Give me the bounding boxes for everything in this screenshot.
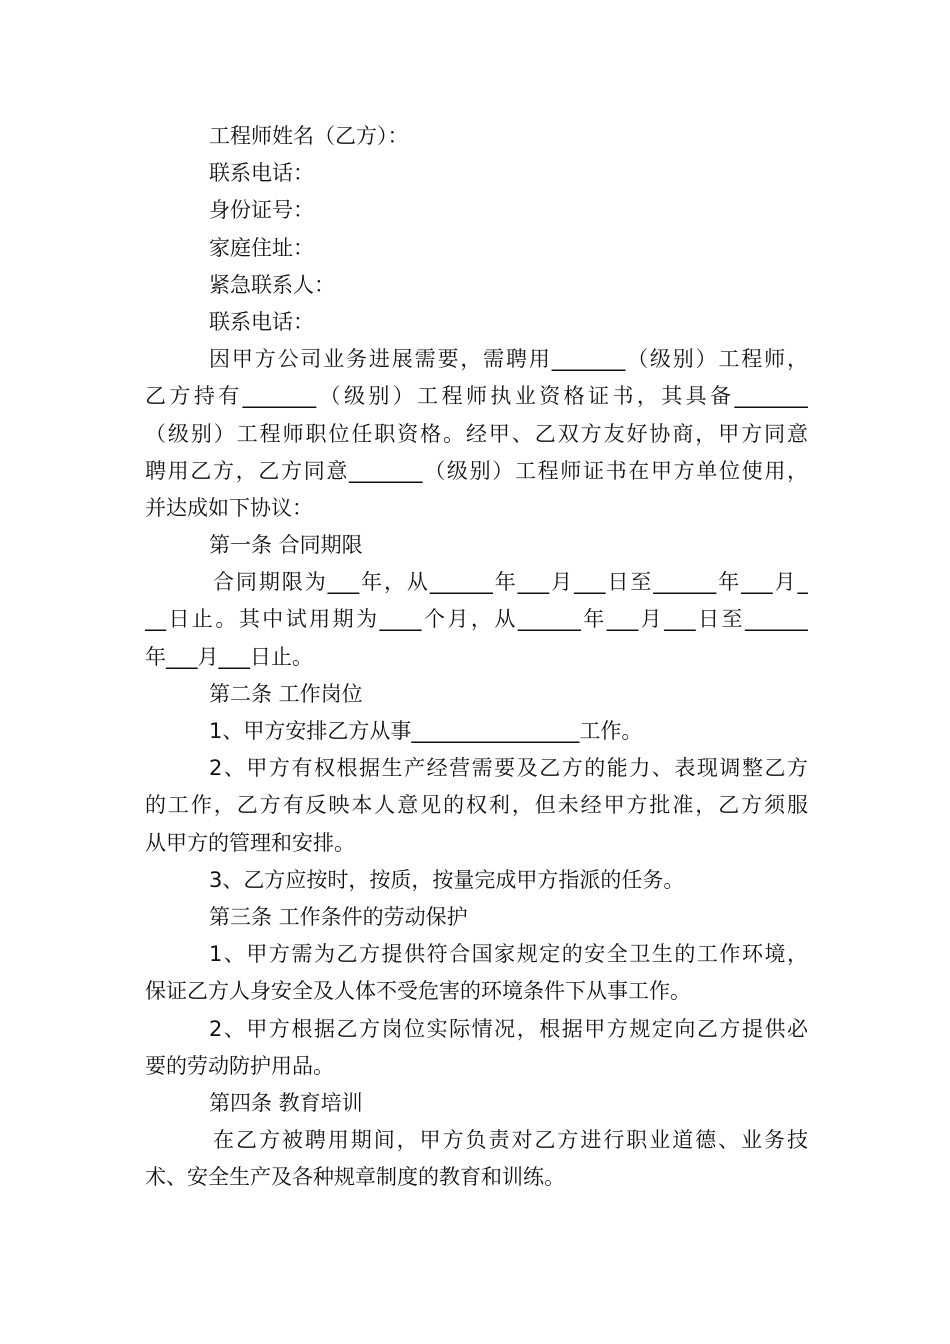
article-3-item-1: 保证乙方人身安全及人体不受危害的环境条件下从事工作。 bbox=[145, 979, 691, 1004]
article-2-item-2: 的工作，乙方有反映本人意见的权利，但未经甲方批准，乙方须服 bbox=[145, 793, 808, 818]
article-1-text: 年___月___日止。 bbox=[145, 644, 313, 669]
article-3-heading: 第三条 工作条件的劳动保护 bbox=[209, 904, 468, 929]
article-3-item-2: 2、甲方根据乙方岗位实际情况，根据甲方规定向乙方提供必 bbox=[209, 1016, 808, 1041]
article-3-item-1: 1、甲方需为乙方提供符合国家规定的安全卫生的工作环境， bbox=[209, 942, 808, 967]
article-2-item-3: 3、乙方应按时，按质，按量完成甲方指派的任务。 bbox=[209, 867, 685, 892]
article-2-item-2: 2、甲方有权根据生产经营需要及乙方的能力、表现调整乙方 bbox=[209, 756, 808, 781]
article-4-heading: 第四条 教育培训 bbox=[209, 1090, 363, 1115]
article-1-heading: 第一条 合同期限 bbox=[209, 533, 363, 558]
field-id-number: 身份证号： bbox=[209, 198, 314, 223]
article-3-item-2: 要的劳动防护用品。 bbox=[145, 1053, 334, 1078]
article-2-heading: 第二条 工作岗位 bbox=[209, 681, 363, 706]
article-2-item-2: 从甲方的管理和安排。 bbox=[145, 830, 355, 855]
article-2-item-1: 1、甲方安排乙方从事________________工作。 bbox=[209, 719, 643, 743]
field-emergency-phone: 联系电话： bbox=[209, 309, 314, 334]
preamble-line: 因甲方公司业务进展需要，需聘用_______（级别）工程师， bbox=[209, 347, 808, 372]
field-emergency-contact: 紧急联系人： bbox=[209, 272, 335, 297]
article-4-text: 在乙方被聘用期间，甲方负责对乙方进行职业道德、业务技 bbox=[213, 1128, 808, 1153]
preamble-line: （级别）工程师职位任职资格。经甲、乙双方友好协商，甲方同意 bbox=[145, 421, 808, 446]
preamble-line: 并达成如下协议： bbox=[145, 495, 313, 520]
preamble-line: 乙方持有_______（级别）工程师执业资格证书，其具备_______ bbox=[145, 384, 808, 409]
article-1-text: __日止。其中试用期为____个月，从______年___月___日至______ bbox=[145, 607, 808, 632]
field-engineer-name: 工程师姓名（乙方）： bbox=[209, 124, 409, 148]
preamble-line: 聘用乙方，乙方同意_______（级别）工程师证书在甲方单位使用， bbox=[145, 458, 808, 483]
article-1-text: 合同期限为___年，从______年___月___日至______年___月_ bbox=[213, 570, 808, 595]
document-page bbox=[145, 118, 808, 1196]
field-phone: 联系电话： bbox=[209, 161, 314, 186]
field-home-address: 家庭住址： bbox=[209, 235, 314, 260]
article-4-text: 术、安全生产及各种规章制度的教育和训练。 bbox=[145, 1165, 565, 1190]
